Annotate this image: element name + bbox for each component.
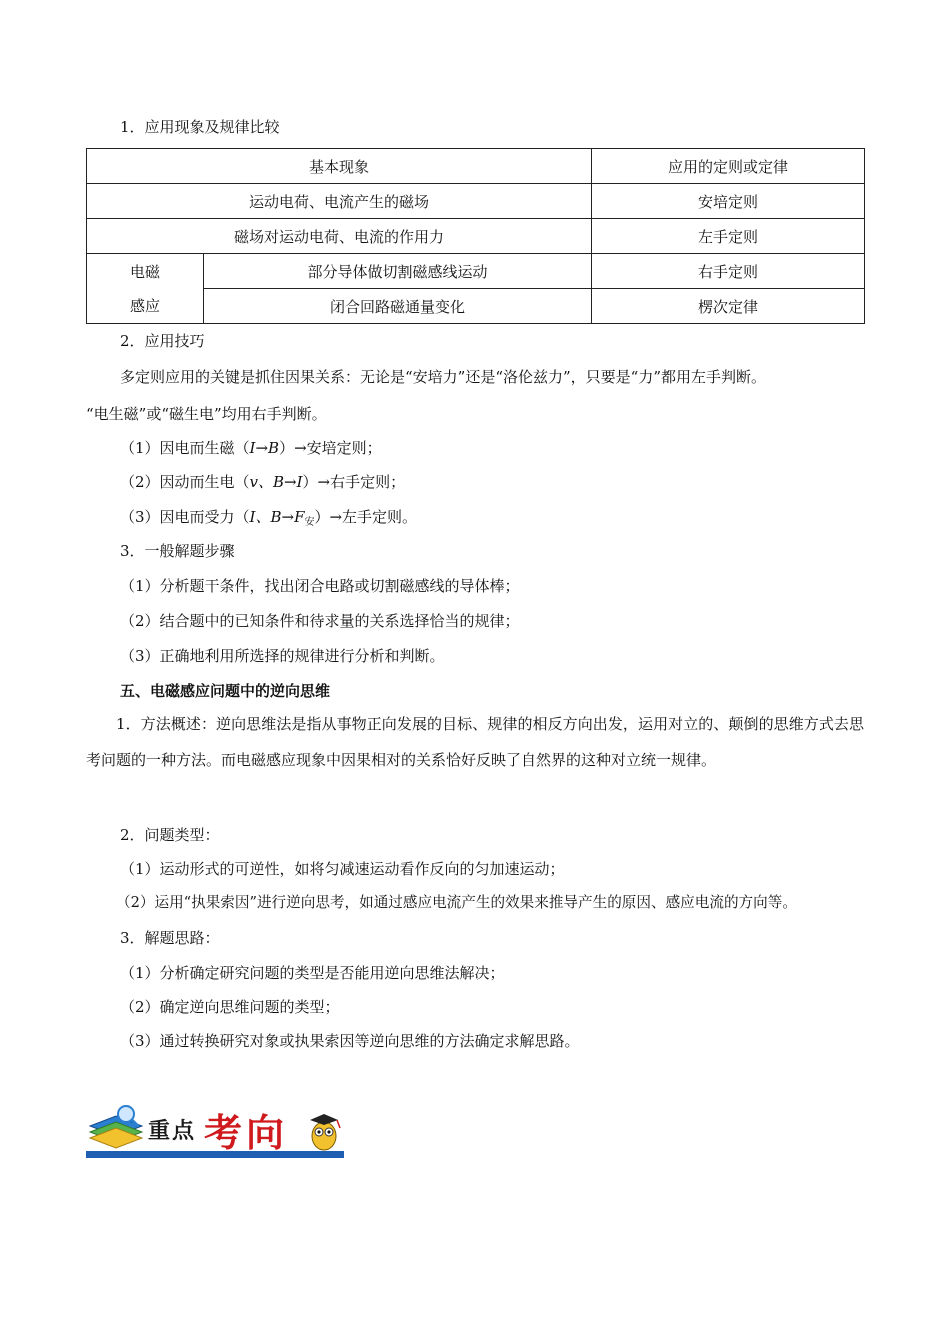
table-row [87, 184, 865, 219]
group-label-line-2: 感应 [129, 296, 160, 315]
item-prefix: （1）因电而生磁（ [120, 439, 250, 457]
section3-title: 3．一般解题步骤 [120, 542, 235, 560]
section5-approach-title: 3．解题思路： [120, 929, 220, 947]
section2-para-2: “电生磁”或“磁生电”均用右手判断。 [86, 405, 327, 423]
cell-rule: 安培定则 [592, 184, 865, 219]
section5-approach-item: （1）分析确定研究问题的类型是否能用逆向思维法解决； [120, 964, 505, 982]
logo-text-small: 重点 [148, 1118, 197, 1144]
section5-approach-item: （3）通过转换研究对象或执果索因等逆向思维的方法确定求解思路。 [120, 1032, 580, 1050]
section3-step: （1）分析题干条件，找出闭合电路或切割磁感线的导体棒； [120, 577, 520, 595]
item-suffix: ）→左手定则。 [314, 508, 418, 526]
cell-rule: 左手定则 [592, 219, 865, 254]
item-prefix: （3）因电而受力（ [120, 508, 250, 526]
section2-title: 2．应用技巧 [120, 332, 205, 350]
section5-type-item: （1）运动形式的可逆性，如将匀减速运动看作反向的匀加速运动； [120, 860, 565, 878]
header-phenomenon: 基本现象 [87, 149, 592, 184]
section3-step: （2）结合题中的已知条件和待求量的关系选择恰当的规律； [120, 612, 520, 630]
section1-title: 1．应用现象及规律比较 [120, 118, 280, 136]
section5-method-para: 1．方法概述：逆向思维法是指从事物正向发展的目标、规律的相反方向出发，运用对立的、颠倒的思维方式去思考问题的一种方法。而电磁感应现象中因果相对的关系恰好反映了自然界的这种对立统一规律。 [86, 715, 864, 769]
cell-rule: 右手定则 [592, 254, 865, 289]
cell-phenomenon: 部分导体做切割磁感线运动 [204, 254, 592, 289]
section5-types-title: 2．问题类型： [120, 826, 220, 844]
table-row [87, 289, 865, 324]
section2-item-1 [120, 438, 382, 458]
item-suffix: ）→安培定则； [279, 439, 382, 457]
item-expr: I、B→F [249, 508, 305, 526]
section2-item-2 [120, 472, 405, 492]
item-suffix: ）→右手定则； [302, 473, 406, 491]
table-header-row [87, 149, 865, 184]
section5-approach-item: （2）确定逆向思维问题的类型； [120, 998, 340, 1016]
logo-text-large: 考向 [204, 1110, 289, 1155]
item-subscript: 安 [304, 517, 315, 528]
section5-type-item: （2）运用“执果索因”进行逆向思考，如通过感应电流产生的效果来推导产生的原因、感应电流的方向等。 [116, 894, 797, 911]
item-expr: I→B [249, 439, 280, 457]
table-row [87, 219, 865, 254]
cell-rule: 楞次定律 [592, 289, 865, 324]
key-points-logo [86, 1100, 346, 1160]
section5-heading: 五、电磁感应问题中的逆向思维 [120, 682, 331, 700]
section3-step: （3）正确地利用所选择的规律进行分析和判断。 [120, 647, 445, 665]
table-row [87, 254, 865, 289]
cell-phenomenon: 磁场对运动电荷、电流的作用力 [87, 219, 592, 254]
group-label-em-induction [87, 254, 204, 324]
section2-item-3 [120, 507, 417, 533]
item-expr: v、B→I [249, 473, 303, 491]
rules-comparison-table [86, 148, 865, 324]
group-label-line-1: 电磁 [129, 262, 160, 281]
cell-phenomenon: 运动电荷、电流产生的磁场 [87, 184, 592, 219]
section2-para-1: 多定则应用的关键是抓住因果关系：无论是“安培力”还是“洛伦兹力”，只要是“力”都用左手判断。 [120, 368, 767, 386]
cell-phenomenon: 闭合回路磁通量变化 [204, 289, 592, 324]
item-prefix: （2）因动而生电（ [120, 473, 250, 491]
header-rule: 应用的定则或定律 [592, 149, 865, 184]
